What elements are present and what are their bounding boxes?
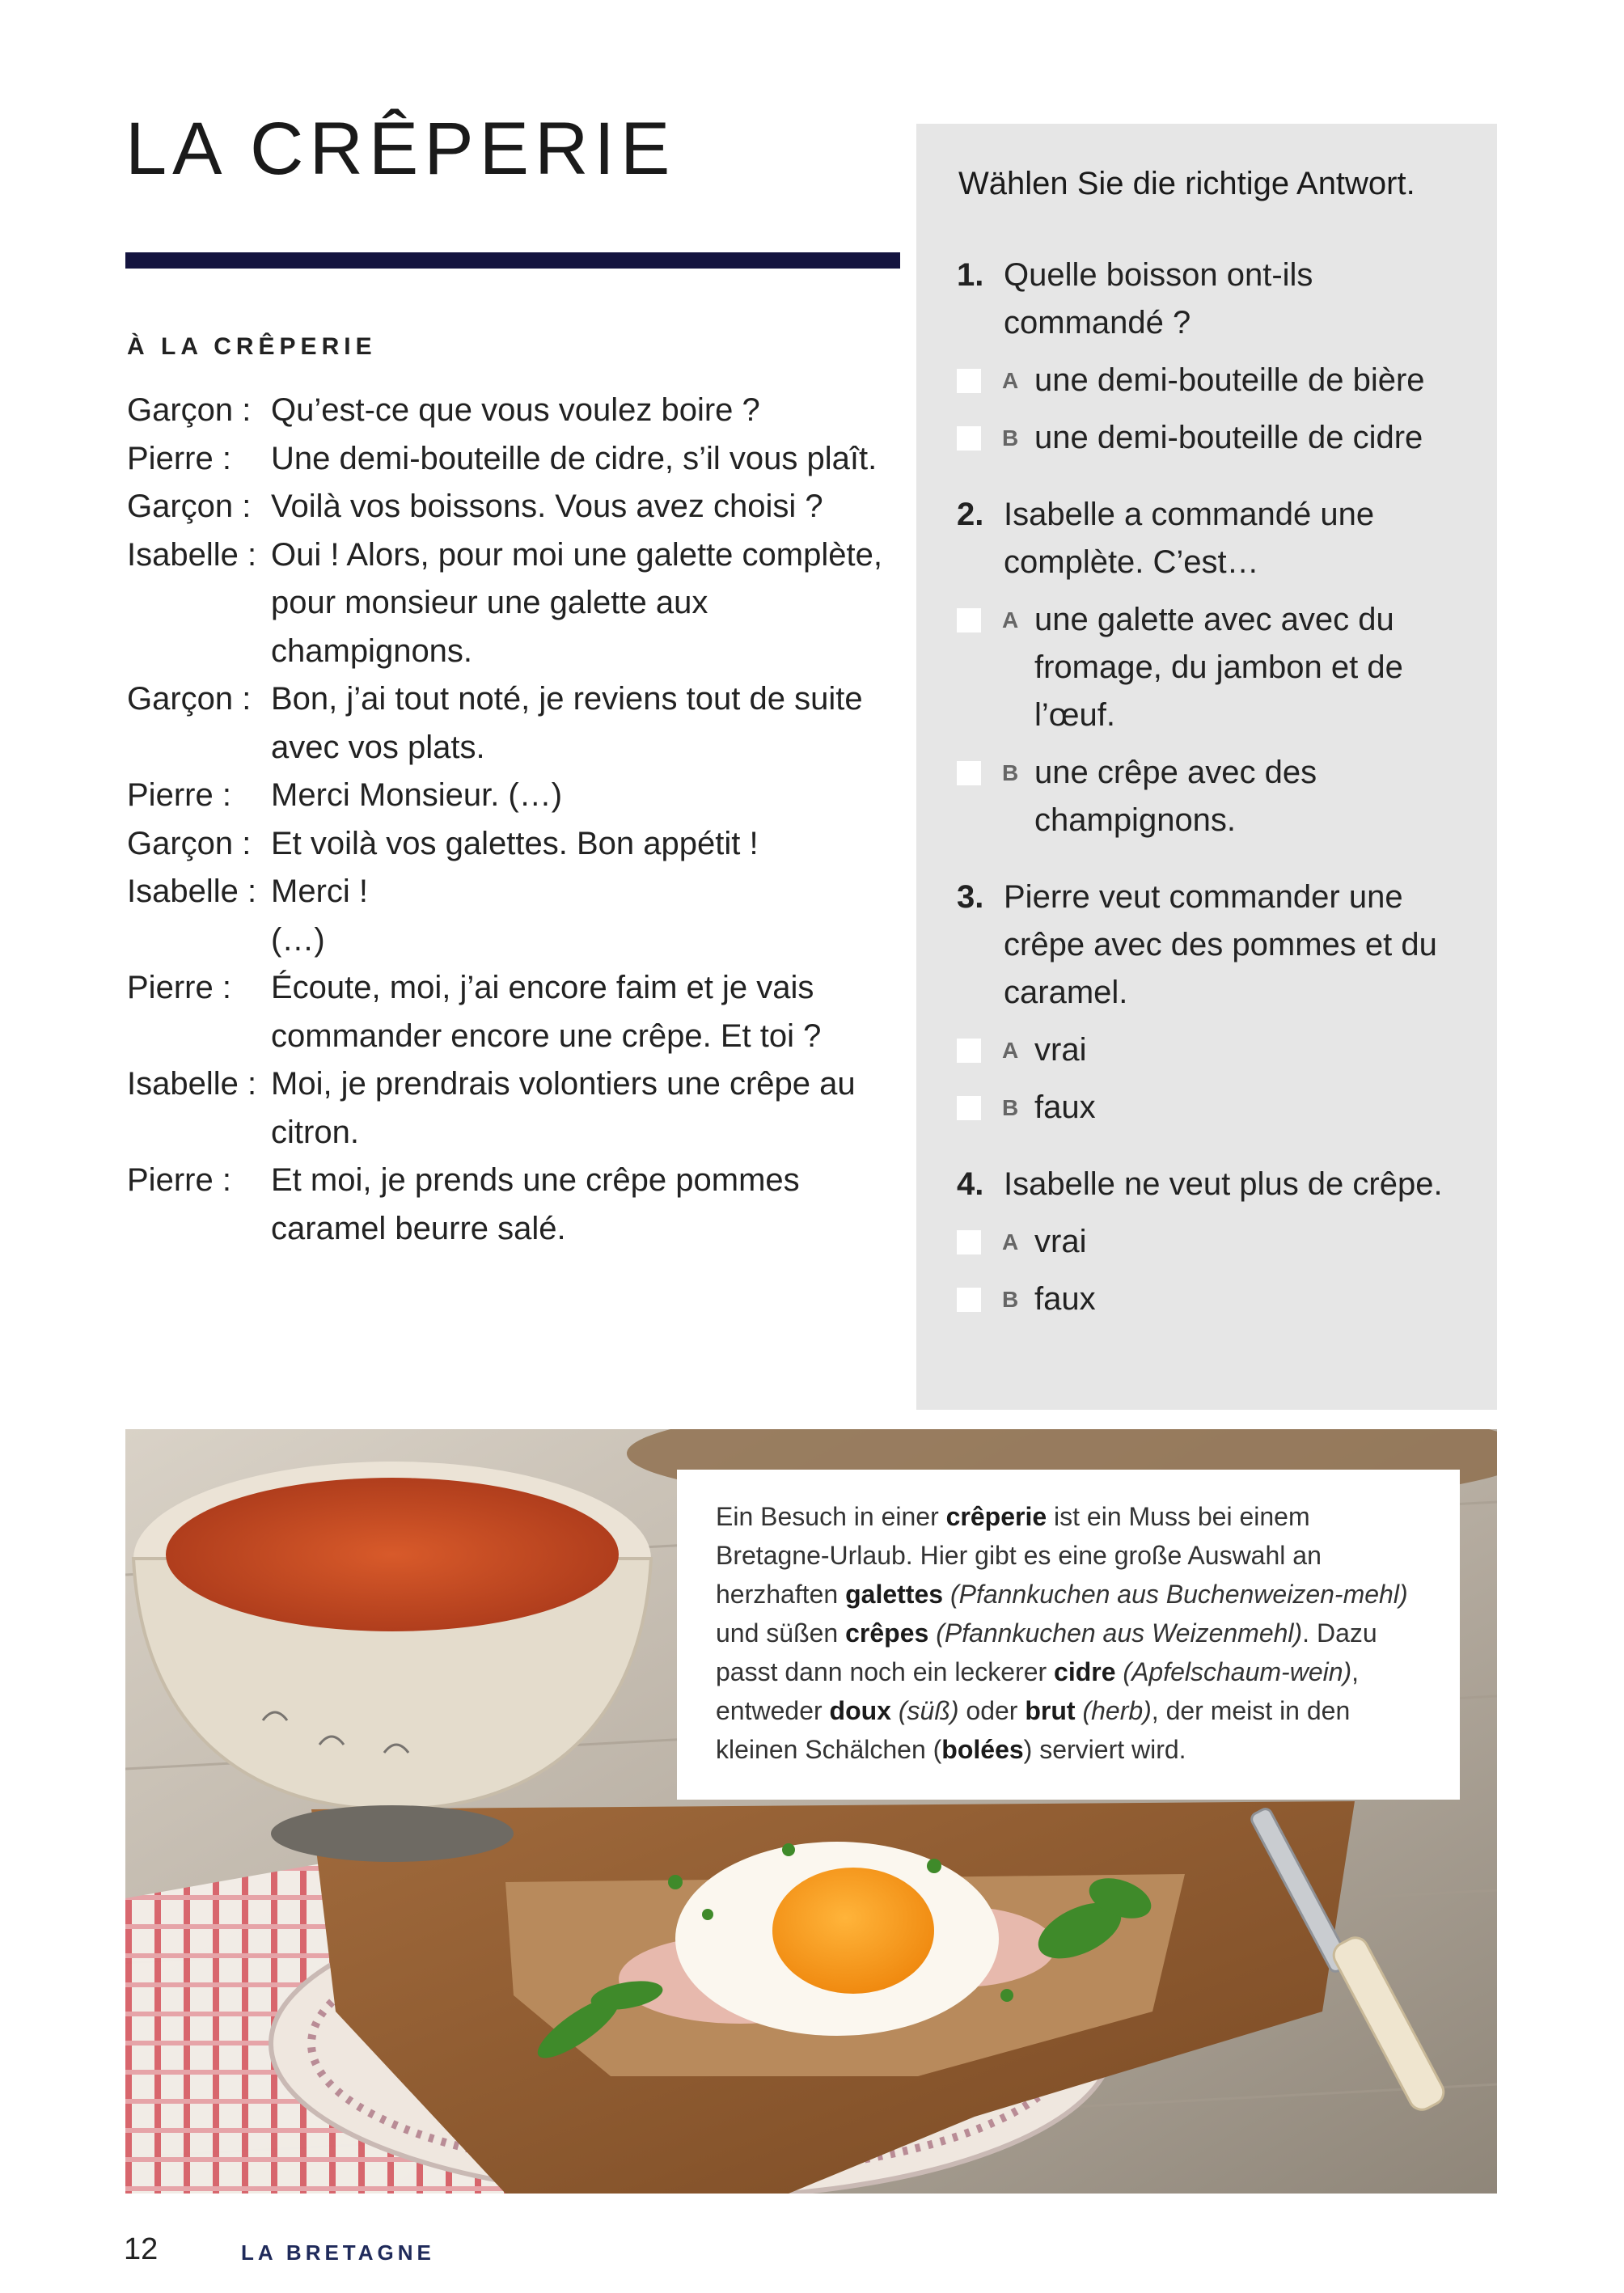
option-letter: A: [1002, 1038, 1020, 1063]
info-bold-term: cidre: [1054, 1657, 1116, 1686]
answer-option[interactable]: [957, 1026, 1474, 1074]
speaker-name: Isabelle :: [127, 1066, 257, 1102]
option-text: faux: [1034, 1281, 1096, 1317]
quiz-question: [957, 874, 1474, 1132]
running-title: LA BRETAGNE: [241, 2240, 435, 2265]
option-text: une galette avec avec du fromage, du jambon et de l’œuf.: [1034, 602, 1403, 733]
quiz-question: [957, 1161, 1474, 1323]
speaker-name: Isabelle :: [127, 874, 257, 909]
option-text: faux: [1034, 1089, 1096, 1125]
speaker-name: Isabelle :: [127, 536, 257, 573]
info-text: [943, 1580, 950, 1609]
speech-text: (…): [271, 921, 325, 958]
info-text: . Dazu passt dann noch ein leckerer: [716, 1618, 1377, 1686]
info-text: , entweder: [716, 1657, 1360, 1725]
info-bold-term: doux: [829, 1696, 891, 1725]
dialogue-line: [127, 868, 903, 916]
quiz-instruction: Wählen Sie die richtige Antwort.: [958, 166, 1415, 201]
answer-option[interactable]: [957, 749, 1474, 844]
speech-text: Merci !: [271, 874, 368, 909]
info-bold-term: crêpes: [845, 1618, 929, 1648]
info-italic-gloss: (süß): [898, 1696, 959, 1725]
question-header: [957, 874, 1474, 1017]
info-italic-gloss: (Pfannkuchen aus Buchenweizen-mehl): [949, 1580, 1408, 1609]
answer-option[interactable]: [957, 1276, 1474, 1323]
dialogue-line: [127, 916, 903, 965]
dialogue-line: [127, 1157, 903, 1253]
dialogue-line: [127, 772, 903, 820]
speaker-name: Garçon :: [127, 825, 252, 861]
speaker-name: [127, 916, 271, 965]
option-letter: A: [1002, 607, 1020, 632]
speech-text: Et voilà vos galettes. Bon appétit !: [271, 825, 759, 861]
question-number: 3.: [957, 879, 984, 915]
info-box: [677, 1470, 1460, 1800]
speech-text: Et moi, je prends une crêpe pommes caramel beurre salé.: [271, 1162, 800, 1246]
info-bold-term: bolées: [941, 1735, 1024, 1764]
dialogue-line: [127, 1060, 903, 1157]
answer-option[interactable]: [957, 1084, 1474, 1132]
option-letter: B: [1002, 760, 1020, 785]
info-text: [891, 1696, 899, 1725]
speaker-name: Garçon :: [127, 392, 252, 428]
info-text: ist ein Muss bei einem Bretagne-Urlaub. Hier gibt es eine große Auswahl an herzhaften: [716, 1502, 1322, 1609]
answer-checkbox[interactable]: [957, 761, 981, 785]
speech-text: Oui ! Alors, pour moi une galette complète, pour monsieur une galette aux champignons.: [271, 536, 882, 669]
speaker-name: Pierre :: [127, 777, 231, 813]
quiz-question: [957, 491, 1474, 844]
dialogue-line: [127, 820, 903, 869]
answer-checkbox[interactable]: [957, 426, 981, 451]
info-italic-gloss: (Pfannkuchen aus Weizenmehl): [936, 1618, 1303, 1648]
page-number: 12: [124, 2232, 159, 2266]
info-text: Ein Besuch in einer: [716, 1502, 946, 1531]
info-bold-term: crêperie: [945, 1502, 1047, 1531]
question-header: [957, 252, 1474, 347]
option-letter: A: [1002, 368, 1020, 393]
speech-text: Qu’est-ce que vous voulez boire ?: [271, 392, 760, 428]
speaker-name: Garçon :: [127, 489, 252, 524]
question-header: [957, 491, 1474, 586]
option-letter: B: [1002, 425, 1020, 451]
question-number: 1.: [957, 257, 984, 293]
question-text: Isabelle ne veut plus de crêpe.: [1004, 1166, 1443, 1202]
speech-text: Une demi-bouteille de cidre, s’il vous plaît.: [271, 440, 878, 476]
speech-text: Voilà vos boissons. Vous avez choisi ?: [271, 489, 823, 524]
question-number: 2.: [957, 497, 984, 532]
option-letter: B: [1002, 1095, 1020, 1120]
speaker-name: Pierre :: [127, 1162, 231, 1198]
question-header: [957, 1161, 1474, 1208]
dialogue-line: [127, 387, 903, 435]
option-text: vrai: [1034, 1032, 1087, 1068]
info-text: , der meist in den kleinen Schälchen (: [716, 1696, 1351, 1764]
answer-checkbox[interactable]: [957, 1096, 981, 1120]
info-italic-gloss: (Apfelschaum-wein): [1123, 1657, 1352, 1686]
speaker-name: Garçon :: [127, 681, 252, 717]
option-text: une demi-bouteille de cidre: [1034, 420, 1423, 455]
answer-option[interactable]: [957, 596, 1474, 739]
question-text: Isabelle a commandé une complète. C’est…: [1004, 497, 1375, 580]
dialogue-line: [127, 675, 903, 772]
info-text: [928, 1618, 936, 1648]
dialogue-line: [127, 435, 903, 484]
speech-text: Merci Monsieur. (…): [271, 777, 563, 813]
speech-text: Moi, je prendrais volontiers une crêpe au citron.: [271, 1066, 856, 1150]
speech-text: Écoute, moi, j’ai encore faim et je vais commander encore une crêpe. Et toi ?: [271, 970, 822, 1054]
question-text: Quelle boisson ont-ils commandé ?: [1004, 257, 1313, 341]
info-italic-gloss: (herb): [1082, 1696, 1152, 1725]
info-text: oder: [958, 1696, 1026, 1725]
option-letter: A: [1002, 1229, 1020, 1254]
title-underline-bar: [125, 252, 900, 269]
quiz-question: [957, 252, 1474, 462]
quiz-panel: [916, 124, 1497, 1410]
dialogue-line: [127, 964, 903, 1060]
option-letter: B: [1002, 1287, 1020, 1312]
speaker-name: Pierre :: [127, 440, 231, 476]
answer-checkbox[interactable]: [957, 369, 981, 393]
info-bold-term: brut: [1025, 1696, 1076, 1725]
info-text: und süßen: [716, 1618, 846, 1648]
dialogue-heading: À LA CRÊPERIE: [127, 333, 377, 360]
answer-option[interactable]: [957, 357, 1474, 404]
dialogue: [127, 387, 903, 1253]
info-bold-term: galettes: [845, 1580, 944, 1609]
option-text: une crêpe avec des champignons.: [1034, 755, 1317, 838]
quiz-questions: [957, 252, 1474, 1352]
answer-option[interactable]: [957, 1218, 1474, 1266]
answer-checkbox[interactable]: [957, 608, 981, 632]
answer-checkbox[interactable]: [957, 1230, 981, 1254]
option-text: vrai: [1034, 1224, 1087, 1259]
speech-text: Bon, j’ai tout noté, je reviens tout de suite avec vos plats.: [271, 681, 863, 765]
page-title: LA CRÊPERIE: [125, 108, 676, 190]
question-number: 4.: [957, 1166, 984, 1202]
answer-option[interactable]: [957, 414, 1474, 462]
info-text: ) serviert wird.: [1023, 1735, 1186, 1764]
speaker-name: Pierre :: [127, 970, 231, 1005]
dialogue-line: [127, 531, 903, 676]
dialogue-line: [127, 483, 903, 531]
question-text: Pierre veut commander une crêpe avec des pommes et du caramel.: [1004, 879, 1437, 1010]
option-text: une demi-bouteille de bière: [1034, 362, 1425, 398]
answer-checkbox[interactable]: [957, 1288, 981, 1312]
answer-checkbox[interactable]: [957, 1039, 981, 1063]
